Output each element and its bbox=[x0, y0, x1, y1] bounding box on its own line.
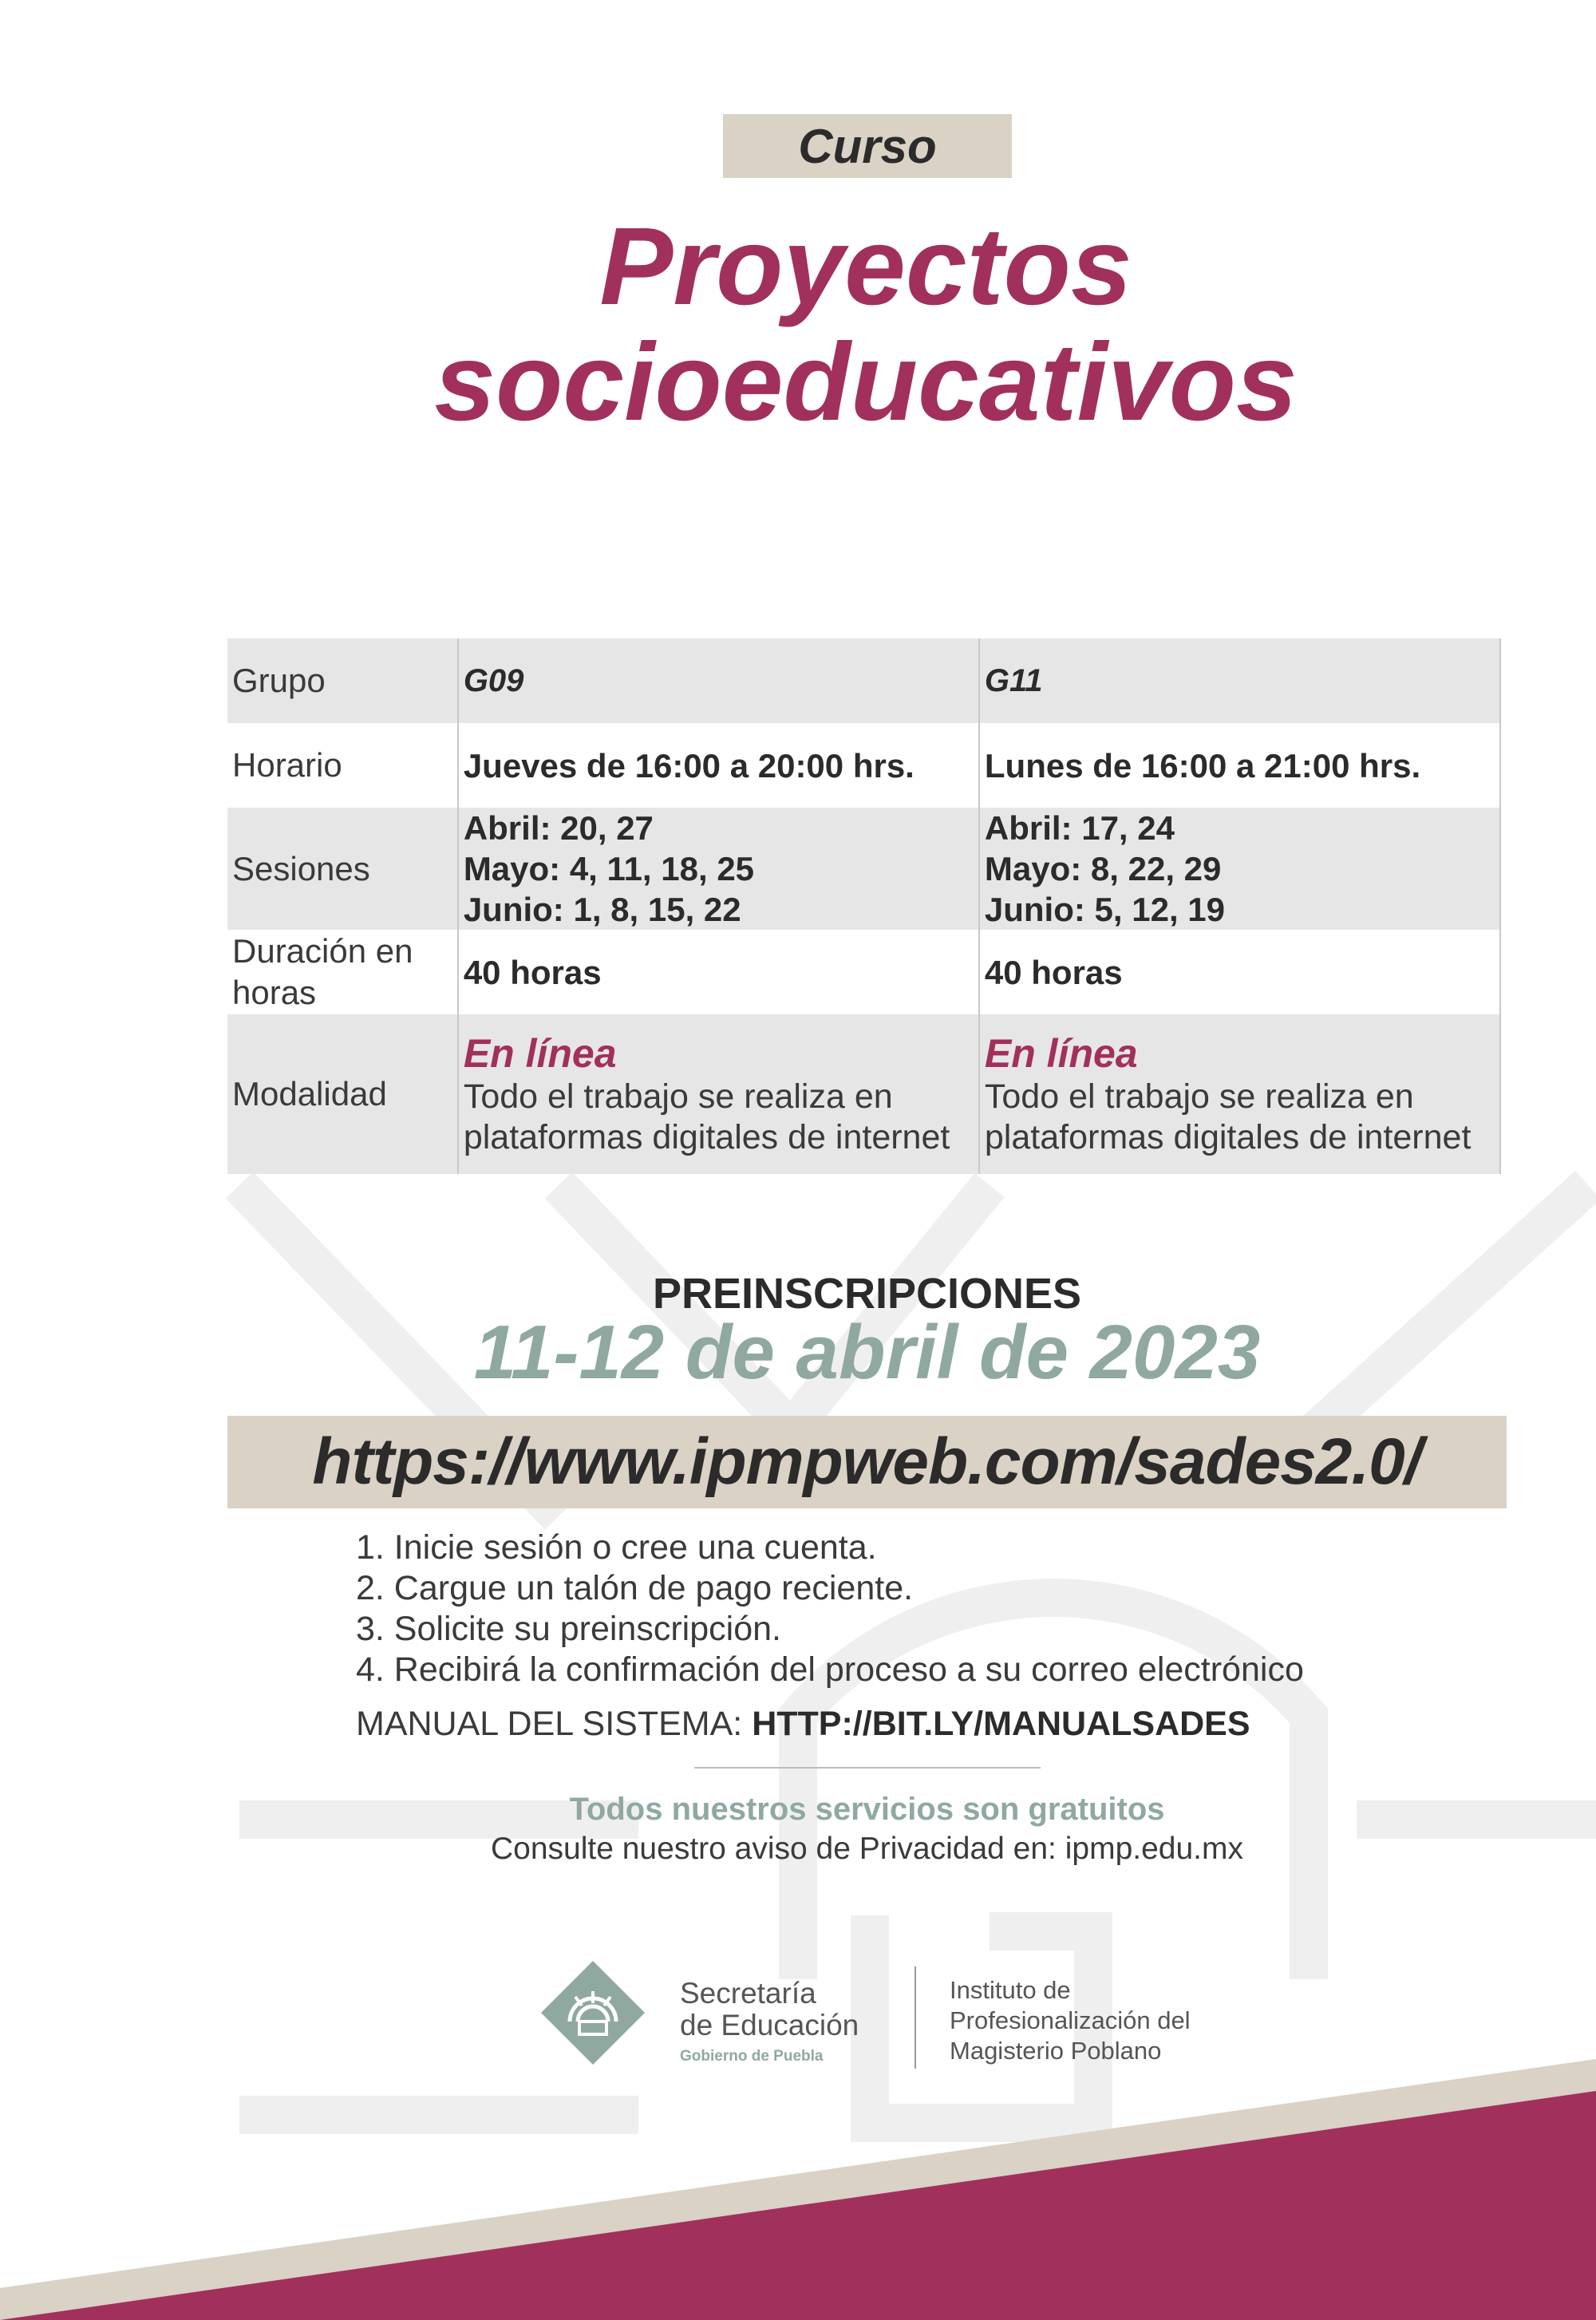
step-item: 1. Inicie sesión o cree una cuenta. bbox=[356, 1528, 877, 1567]
government-label: Gobierno de Puebla bbox=[680, 2048, 824, 2065]
row-label-mode: Modalidad bbox=[227, 1014, 458, 1174]
step-item: 3. Solicite su preinscripción. bbox=[356, 1610, 781, 1648]
table-row-group bbox=[227, 638, 1500, 723]
preregistration-dates: 11-12 de abril de 2023 bbox=[473, 1310, 1261, 1395]
step-item: 2. Cargue un talón de pago reciente. bbox=[356, 1569, 914, 1607]
course-title bbox=[239, 205, 1492, 444]
session-line: Abril: 17, 24 bbox=[984, 809, 1175, 847]
manual-line bbox=[356, 1705, 1250, 1744]
institute-name bbox=[950, 1975, 1191, 2066]
mode-title: En línea bbox=[463, 1031, 617, 1076]
table-row-schedule bbox=[227, 723, 1500, 808]
institute-line3: Magisterio Poblano bbox=[950, 2037, 1162, 2065]
logo-separator bbox=[915, 1966, 916, 2069]
session-line: Mayo: 8, 22, 29 bbox=[984, 850, 1222, 887]
preregistration-heading: PREINSCRIPCIONES bbox=[652, 1270, 1082, 1318]
sessions-g09 bbox=[458, 808, 979, 930]
manual-link[interactable]: HTTP://BIT.LY/MANUALSADES bbox=[752, 1705, 1250, 1743]
registration-url-link[interactable]: https://www.ipmpweb.com/sades2.0/ bbox=[227, 1416, 1507, 1508]
row-label-duration: Duración en horas bbox=[232, 932, 413, 1011]
row-label-sessions: Sesiones bbox=[227, 808, 458, 930]
schedule-g09: Jueves de 16:00 a 20:00 hrs. bbox=[458, 723, 979, 808]
course-title-line2: socioeducativos bbox=[434, 321, 1298, 444]
table-row-mode bbox=[227, 1014, 1500, 1174]
institute-line2: Profesionalización del bbox=[950, 2006, 1191, 2034]
sessions-g11 bbox=[979, 808, 1500, 930]
duration-g09: 40 horas bbox=[458, 930, 979, 1014]
course-tag: Curso bbox=[723, 114, 1012, 178]
session-line: Junio: 5, 12, 19 bbox=[984, 891, 1226, 928]
bottom-stripes bbox=[0, 2043, 1596, 2320]
mode-g09 bbox=[458, 1014, 979, 1174]
privacy-note: Consulte nuestro aviso de Privacidad en: ipmp.edu.mx bbox=[490, 1832, 1243, 1866]
free-services-note: Todos nuestros servicios son gratuitos bbox=[569, 1792, 1165, 1827]
session-line: Mayo: 4, 11, 18, 25 bbox=[463, 850, 755, 887]
table-row-sessions bbox=[227, 808, 1500, 930]
mode-description: Todo el trabajo se realiza en plataformas digitales de internet bbox=[984, 1077, 1472, 1156]
secretaria-name bbox=[680, 1978, 859, 2041]
duration-g11: 40 horas bbox=[979, 930, 1500, 1014]
secretaria-line1: Secretaría bbox=[680, 1977, 816, 2010]
group-code-g11: G11 bbox=[979, 638, 1500, 723]
session-line: Abril: 20, 27 bbox=[463, 809, 654, 847]
mode-title: En línea bbox=[984, 1031, 1138, 1076]
row-label-group: Grupo bbox=[227, 638, 458, 723]
row-label-schedule: Horario bbox=[232, 746, 342, 784]
group-code-g09: G09 bbox=[458, 638, 979, 723]
mode-description: Todo el trabajo se realiza en plataformas digitales de internet bbox=[463, 1077, 950, 1156]
table-row-duration bbox=[227, 930, 1500, 1014]
manual-label: MANUAL DEL SISTEMA: bbox=[356, 1705, 743, 1743]
schedule-g11: Lunes de 16:00 a 21:00 hrs. bbox=[979, 723, 1500, 808]
divider bbox=[694, 1767, 1041, 1769]
schedule-table bbox=[227, 638, 1501, 1174]
institute-line1: Instituto de bbox=[950, 1976, 1071, 2004]
registration-steps bbox=[356, 1528, 1304, 1690]
session-line: Junio: 1, 8, 15, 22 bbox=[463, 891, 741, 928]
secretaria-line2: de Educación bbox=[680, 2009, 859, 2041]
step-item: 4. Recibirá la confirmación del proceso a su correo electrónico bbox=[356, 1650, 1304, 1689]
course-title-line1: Proyectos bbox=[599, 205, 1132, 328]
secretaria-logo-icon bbox=[539, 1959, 646, 2066]
mode-g11 bbox=[979, 1014, 1500, 1174]
